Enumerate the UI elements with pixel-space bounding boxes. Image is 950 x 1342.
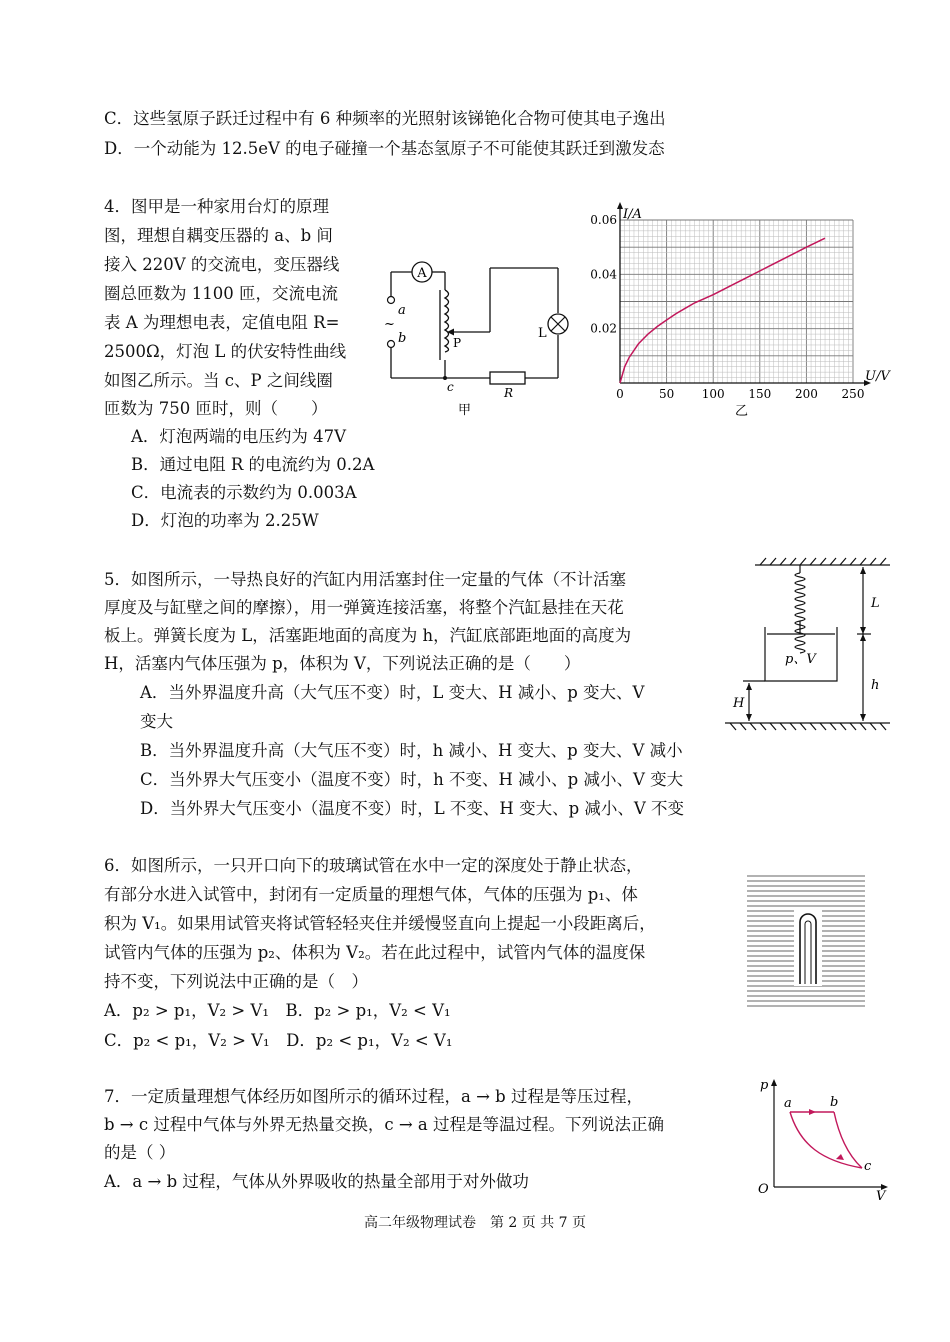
q5-option-b: B．当外界温度升高（大气压不变）时，h 减小、H 变大、p 变大、V 减小 [140,741,683,760]
q4-stem-line4: 圈总匝数为 1100 匝，交流电流 [104,284,338,303]
chart-xlabel: U/V [865,369,890,384]
q5-stem-line3: 板上。弹簧长度为 L，活塞距地面的高度为 h，汽缸底部距地面的高度为 [104,626,632,645]
q4-option-b: B．通过电阻 R 的电流约为 0.2A [131,455,375,474]
terminal-a-icon [388,297,395,304]
q5-option-a-line1: A．当外界温度升高（大气压不变）时，L 变大、H 减小、p 变大、V [140,683,645,702]
resistor-label: R [504,386,514,400]
q4-stem-line1: 4．图甲是一种家用台灯的原理 [104,197,329,216]
q5-option-a-line2: 变大 [140,712,173,731]
q6-stem-line2: 有部分水进入试管中，封闭有一定质量的理想气体，气体的压强为 p₁、体 [104,885,638,904]
node-c-label: c [447,380,454,394]
terminal-b-label: b [398,331,407,346]
chart-ylabel: I/A [623,207,642,222]
pv-point-a: a [784,1096,792,1111]
q6-stem-line5: 持不变，下列说法中正确的是（ ） [104,972,368,991]
slider-label-p: P [453,336,462,350]
test-tube-figure [745,872,867,1007]
cylinder-figure [725,555,895,740]
y-tick-label: 0.02 [590,321,617,336]
resistor-icon [490,372,525,384]
pv-point-b: b [830,1095,839,1110]
q4-option-d: D．灯泡的功率为 2.25W [131,511,319,530]
q4-stem-line6: 2500Ω，灯泡 L 的伏安特性曲线 [104,342,347,361]
q5-option-d: D．当外界大气压变小（温度不变）时，L 不变、H 变大、p 减小、V 不变 [140,799,685,818]
q4-stem-line7: 如图乙所示。当 c、P 之间线圈 [104,371,333,390]
pv-axis-p: p [760,1078,769,1093]
q6-stem-line1: 6．如图所示，一只开口向下的玻璃试管在水中一定的深度处于静止状态， [104,856,643,875]
q6-options-ab: A．p₂ > p₁，V₂ > V₁ B．p₂ > p₁，V₂ < V₁ [104,1001,451,1020]
pv-diagram [752,1075,892,1204]
circuit-diagram [370,250,600,425]
pv-origin: O [758,1182,769,1197]
terminal-a-label: a [398,303,406,318]
q4-stem-line5: 表 A 为理想电表，定值电阻 R= [104,313,340,332]
q5-stem-line1: 5．如图所示，一导热良好的汽缸内用活塞封住一定量的气体（不计活塞 [104,570,626,589]
q4-stem-line3: 接入 220V 的交流电，变压器线 [104,255,340,274]
x-tick-label: 100 [701,387,725,401]
y-tick-label: 0.04 [590,267,617,282]
q5-stem-line4: H，活塞内气体压强为 p，体积为 V，下列说法正确的是（ ） [104,654,581,673]
gas-pv-label: p、V [785,652,816,667]
q5-option-c: C．当外界大气压变小（温度不变）时，h 不变、H 减小、p 减小、V 变大 [140,770,684,789]
y-tick-label: 0.06 [590,213,617,227]
q7-stem-line1: 7．一定质量理想气体经历如图所示的循环过程，a → b 过程是等压过程， [104,1087,643,1106]
q6-stem-line3: 积为 V₁。如果用试管夹将试管轻轻夹住并缓慢竖直向上提起一小段距离后， [104,914,656,933]
dim-H-label: H [733,696,745,711]
lamp-label: L [538,326,547,341]
q7-option-a: A．a → b 过程，气体从外界吸收的热量全部用于对外做功 [104,1172,529,1191]
q7-stem-line3: 的是（ ） [104,1143,176,1162]
chart-grid [620,220,853,383]
circuit-caption: 甲 [458,403,472,418]
q4-stem-line8: 匝数为 750 匝时，则（ ） [104,399,328,418]
dim-h-label: h [871,678,880,693]
q4-option-a: A．灯泡两端的电压约为 47V [131,427,347,446]
x-tick-label: 50 [658,387,675,401]
x-tick-label: 200 [794,387,818,401]
q3-option-c: C．这些氢原子跃迁过程中有 6 种频率的光照射该锑铯化合物可使其电子逸出 [104,109,666,128]
ammeter-label: A [417,266,427,281]
q5-stem-line2: 厚度及与缸壁之间的摩擦），用一弹簧连接活塞，将整个汽缸悬挂在天花 [104,598,624,617]
dim-L-label: L [871,596,880,611]
pv-point-c: c [864,1159,872,1174]
iv-characteristic-chart [585,200,915,425]
q4-option-c: C．电流表的示数约为 0.003A [131,483,357,502]
q4-stem-line2: 图，理想自耦变压器的 a、b 间 [104,226,333,245]
q7-stem-line2: b → c 过程中气体与外界无热量交换，c → a 过程是等温过程。下列说法正确 [104,1115,665,1134]
q6-options-cd: C．p₂ < p₁，V₂ > V₁ D．p₂ < p₁，V₂ < V₁ [104,1031,453,1050]
terminal-b-icon [388,341,395,348]
pv-axis-v: V [876,1189,886,1204]
x-tick-label: 0 [616,387,624,401]
q6-stem-line4: 试管内气体的压强为 p₂、体积为 V₂。若在此过程中，试管内气体的温度保 [104,943,646,962]
x-tick-label: 150 [748,387,772,401]
chart-caption: 乙 [735,404,749,419]
x-tick-label: 250 [841,387,865,401]
ac-symbol: ~ [384,317,395,332]
chart-axes [617,202,871,386]
page-footer: 高二年级物理试卷 第 2 页 共 7 页 [363,1215,587,1231]
q3-option-d: D．一个动能为 12.5eV 的电子碰撞一个基态氢原子不可能使其跃迁到激发态 [104,139,665,158]
